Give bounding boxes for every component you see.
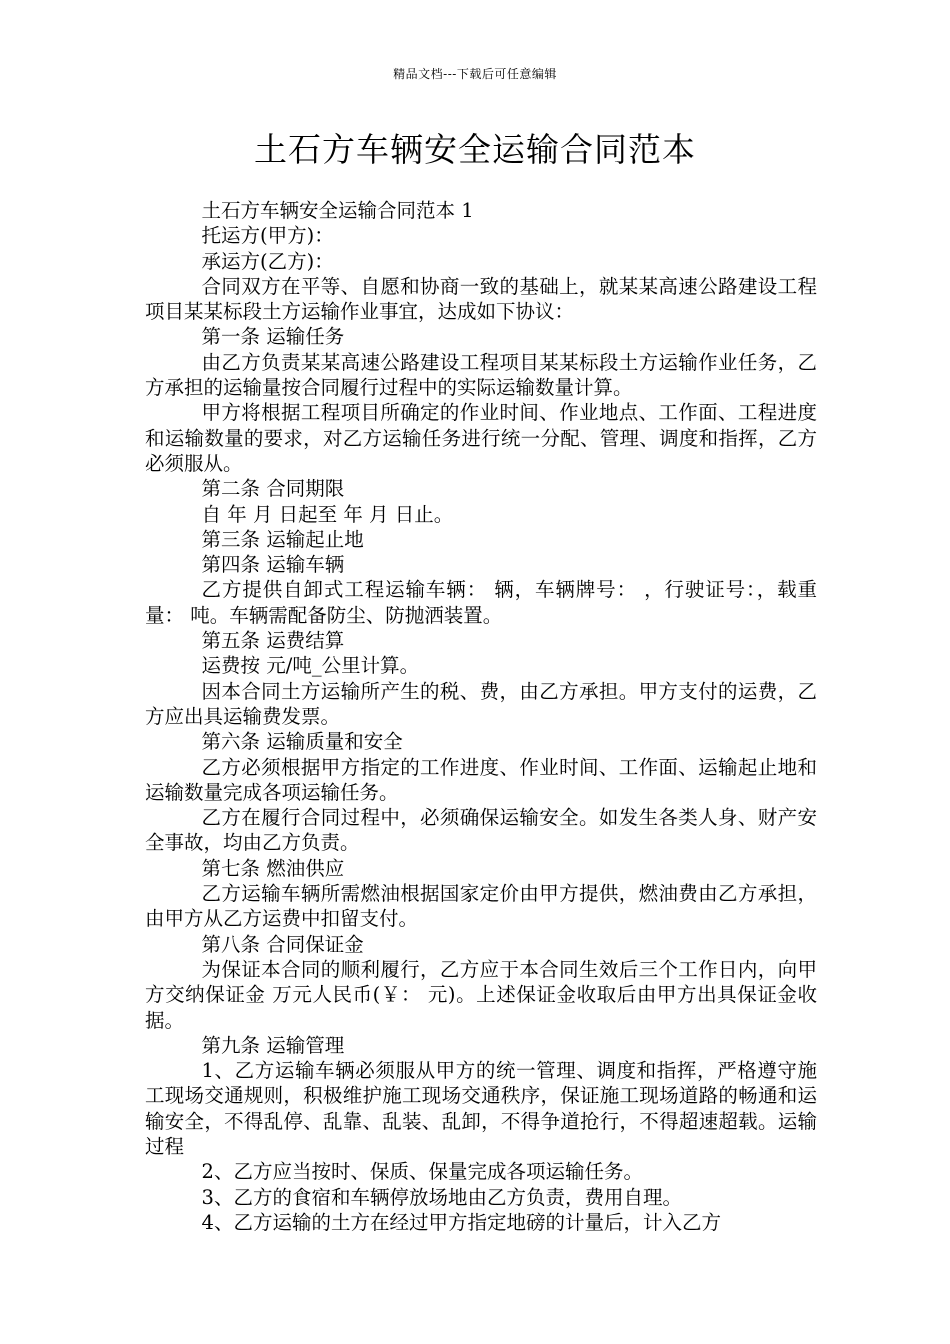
paragraph: 4、乙方运输的土方在经过甲方指定地磅的计量后，计入乙方 [201,1210,721,1234]
paragraph: 3、乙方的食宿和车辆停放场地由乙方负责，费用自理。 [201,1185,682,1209]
article-heading: 第七条 燃油供应 [201,856,345,880]
paragraph: 托运方(甲方)： [201,224,334,248]
article-heading: 第三条 运输起止地 [201,527,364,551]
paragraph: 承运方(乙方)： [201,249,334,273]
paragraph: 乙方提供自卸式工程运输车辆： 辆，车辆牌号： ，行驶证号：，载重量： 吨。车辆需配备防尘、防抛洒装置。 [145,578,817,627]
paragraph: 1、乙方运输车辆必须服从甲方的统一管理、调度和指挥，严格遵守施工现场交通规则，积极维护施工现场交通秩序，保证施工现场道路的畅通和运输安全，不得乱停、乱靠、乱装、乱卸，不得争道抢行，不得超速超载。运输过程 [145,1059,817,1158]
article-heading: 第八条 合同保证金 [201,932,364,956]
paragraph: 乙方运输车辆所需燃油根据国家定价由甲方提供，燃油费由乙方承担，由甲方从乙方运费中扣留支付。 [145,882,817,931]
document-body [145,198,817,1235]
paragraph: 2、乙方应当按时、保质、保量完成各项运输任务。 [201,1160,643,1184]
paragraph: 乙方必须根据甲方指定的工作进度、作业时间、工作面、运输起止地和运输数量完成各项运输任务。 [145,755,817,804]
paragraph: 乙方在履行合同过程中，必须确保运输安全。如发生各类人身、财产安全事故，均由乙方负责。 [145,806,817,855]
article-heading: 第六条 运输质量和安全 [201,730,403,754]
article-heading: 第九条 运输管理 [201,1033,345,1057]
header-note: 精品文档---下载后可任意编辑 [393,67,557,81]
article-heading: 第五条 运费结算 [201,629,345,653]
paragraph: 自 年 月 日起至 年 月 日止。 [201,502,454,526]
paragraph: 为保证本合同的顺利履行，乙方应于本合同生效后三个工作日内，向甲方交纳保证金 万元人民币(￥： 元)。上述保证金收取后由甲方出具保证金收据。 [145,957,817,1032]
article-heading: 第二条 合同期限 [201,477,345,501]
paragraph: 甲方将根据工程项目所确定的作业时间、作业地点、工作面、工程进度和运输数量的要求，对乙方运输任务进行统一分配、管理、调度和指挥，乙方必须服从。 [145,401,817,475]
paragraph: 运费按 元/吨_公里计算。 [201,654,420,678]
paragraph: 因本合同土方运输所产生的税、费，由乙方承担。甲方支付的运费，乙方应出具运输费发票。 [145,679,817,728]
paragraph: 土石方车辆安全运输合同范本 1 [201,199,474,222]
paragraph: 合同双方在平等、自愿和协商一致的基础上，就某某高速公路建设工程项目某某标段土方运输作业事宜，达成如下协议： [145,274,817,324]
article-heading: 第一条 运输任务 [201,325,345,349]
document-title: 土石方车辆安全运输合同范本 [254,130,696,169]
article-heading: 第四条 运输车辆 [201,553,345,577]
paragraph: 由乙方负责某某高速公路建设工程项目某某标段土方运输作业任务，乙方承担的运输量按合同履行过程中的实际运输数量计算。 [145,350,817,400]
